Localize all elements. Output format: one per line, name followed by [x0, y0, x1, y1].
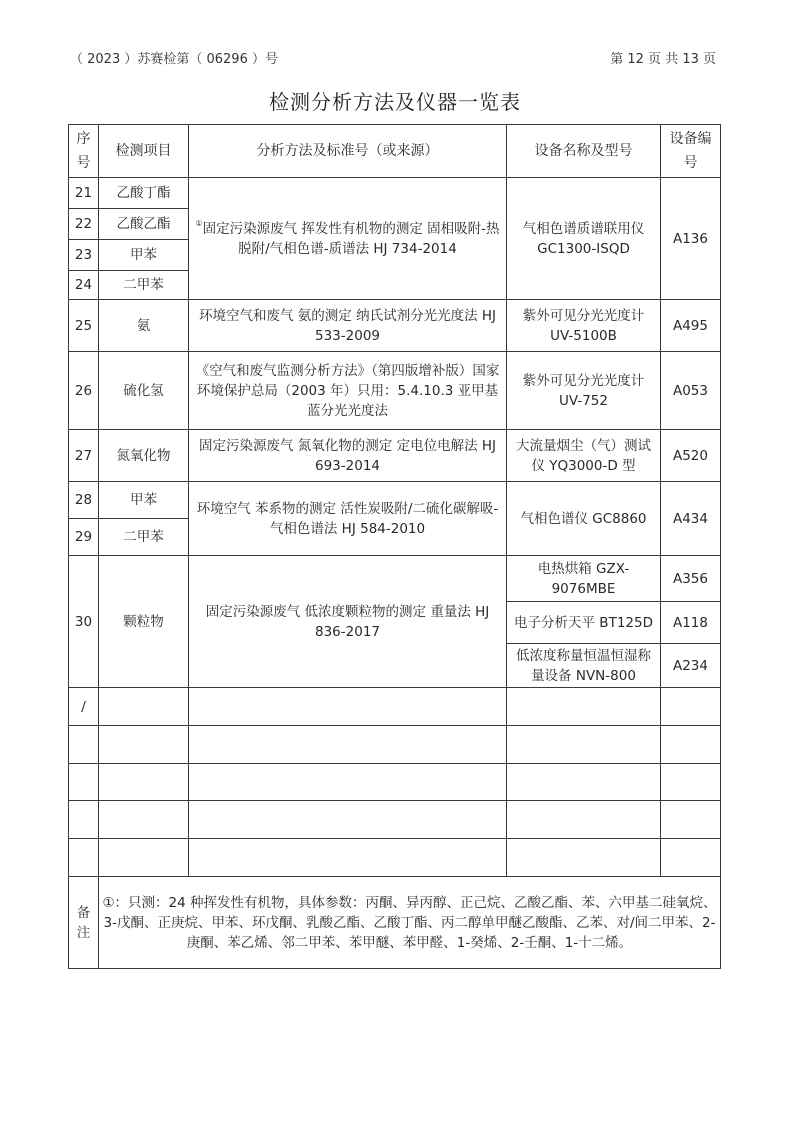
empty-cell [99, 688, 189, 726]
empty-cell [507, 839, 661, 877]
methods-table [68, 124, 721, 969]
empty-cell [99, 726, 189, 764]
remarks-text: ①：只测：24 种挥发性有机物，具体参数：丙酮、异丙醇、正己烷、乙酸乙酯、苯、六甲基二硅氧烷、3-戊酮、正庚烷、甲苯、环戊酮、乳酸乙酯、乙酸丁酯、丙二醇单甲醚乙酸酯、乙苯、对/间二甲苯、2-庚酮、苯乙烯、邻二甲苯、苯甲醚、苯甲醛、1-癸烯、2-壬酮、1-十二烯。 [99, 877, 721, 969]
row-no: 26 [69, 352, 99, 430]
device-cell: 紫外可见分光光度计 UV-752 [507, 352, 661, 430]
empty-cell [69, 726, 99, 764]
empty-cell [507, 764, 661, 801]
empty-row [69, 839, 721, 877]
method-cell: 固定污染源废气 低浓度颗粒物的测定 重量法 HJ 836-2017 [189, 556, 507, 688]
empty-row [69, 688, 721, 726]
empty-cell [99, 764, 189, 801]
empty-cell [661, 801, 721, 839]
table-row [69, 300, 721, 352]
table-row [69, 178, 721, 209]
row-no: 28 [69, 482, 99, 519]
row-no: 30 [69, 556, 99, 688]
remarks-row [69, 877, 721, 969]
table-row [69, 352, 721, 430]
device-cell: 电热烘箱 GZX-9076MBE [507, 556, 661, 602]
slash-mark: / [69, 688, 99, 726]
header-method: 分析方法及标准号（或来源） [189, 125, 507, 178]
report-number: （ 2023 ）苏赛检第（ 06296 ）号 [70, 52, 278, 67]
row-no: 23 [69, 240, 99, 271]
method-cell: 《空气和废气监测分析方法》（第四版增补版）国家环境保护总局（2003 年）只用：5.4.10.3 亚甲基蓝分光光度法 [189, 352, 507, 430]
empty-cell [69, 839, 99, 877]
row-item: 二甲苯 [99, 271, 189, 300]
device-cell: 大流量烟尘（气）测试仪 YQ3000-D 型 [507, 430, 661, 482]
empty-cell [189, 839, 507, 877]
row-item: 硫化氢 [99, 352, 189, 430]
empty-cell [189, 726, 507, 764]
empty-cell [661, 839, 721, 877]
method-cell: 环境空气和废气 氨的测定 纳氏试剂分光光度法 HJ 533-2009 [189, 300, 507, 352]
row-item: 氮氧化物 [99, 430, 189, 482]
row-item: 氨 [99, 300, 189, 352]
row-no: 25 [69, 300, 99, 352]
empty-cell [99, 839, 189, 877]
row-item: 甲苯 [99, 240, 189, 271]
footnote-marker: ① [195, 218, 203, 228]
empty-row [69, 764, 721, 801]
table-header-row [69, 125, 721, 178]
header-device: 设备名称及型号 [507, 125, 661, 178]
row-no: 21 [69, 178, 99, 209]
device-cell: 电子分析天平 BT125D [507, 602, 661, 644]
method-cell: 固定污染源废气 氮氧化物的测定 定电位电解法 HJ 693-2014 [189, 430, 507, 482]
method-cell: 环境空气 苯系物的测定 活性炭吸附/二硫化碳解吸-气相色谱法 HJ 584-2010 [189, 482, 507, 556]
header-no: 序号 [69, 125, 99, 178]
empty-cell [189, 688, 507, 726]
empty-cell [189, 801, 507, 839]
device-number: A234 [661, 644, 721, 688]
page-title: 检测分析方法及仪器一览表 [269, 90, 521, 114]
device-number: A356 [661, 556, 721, 602]
device-number: A053 [661, 352, 721, 430]
table-row [69, 430, 721, 482]
page-indicator: 第 12 页 共 13 页 [610, 52, 716, 67]
empty-cell [507, 801, 661, 839]
row-no: 29 [69, 519, 99, 556]
device-cell: 低浓度称量恒温恒湿称量设备 NVN-800 [507, 644, 661, 688]
row-no: 22 [69, 209, 99, 240]
device-number: A118 [661, 602, 721, 644]
empty-row [69, 801, 721, 839]
method-cell [189, 178, 507, 300]
empty-cell [507, 688, 661, 726]
remarks-label: 备注 [69, 877, 99, 969]
row-item: 颗粒物 [99, 556, 189, 688]
row-item: 二甲苯 [99, 519, 189, 556]
row-item: 乙酸丁酯 [99, 178, 189, 209]
empty-cell [661, 764, 721, 801]
row-item: 乙酸乙酯 [99, 209, 189, 240]
empty-row [69, 726, 721, 764]
empty-cell [99, 801, 189, 839]
device-cell: 气相色谱质谱联用仪 GC1300-ISQD [507, 178, 661, 300]
empty-cell [189, 764, 507, 801]
device-cell: 气相色谱仪 GC8860 [507, 482, 661, 556]
method-text: 固定污染源废气 挥发性有机物的测定 固相吸附-热脱附/气相色谱-质谱法 HJ 734-2014 [202, 220, 500, 257]
row-no: 24 [69, 271, 99, 300]
device-number: A520 [661, 430, 721, 482]
device-cell: 紫外可见分光光度计 UV-5100B [507, 300, 661, 352]
empty-cell [661, 726, 721, 764]
empty-cell [507, 726, 661, 764]
header-item: 检测项目 [99, 125, 189, 178]
empty-cell [69, 764, 99, 801]
device-number: A495 [661, 300, 721, 352]
table-row [69, 556, 721, 602]
empty-cell [69, 801, 99, 839]
table-row [69, 482, 721, 519]
header-devno: 设备编号 [661, 125, 721, 178]
row-item: 甲苯 [99, 482, 189, 519]
device-number: A136 [661, 178, 721, 300]
empty-cell [661, 688, 721, 726]
row-no: 27 [69, 430, 99, 482]
device-number: A434 [661, 482, 721, 556]
